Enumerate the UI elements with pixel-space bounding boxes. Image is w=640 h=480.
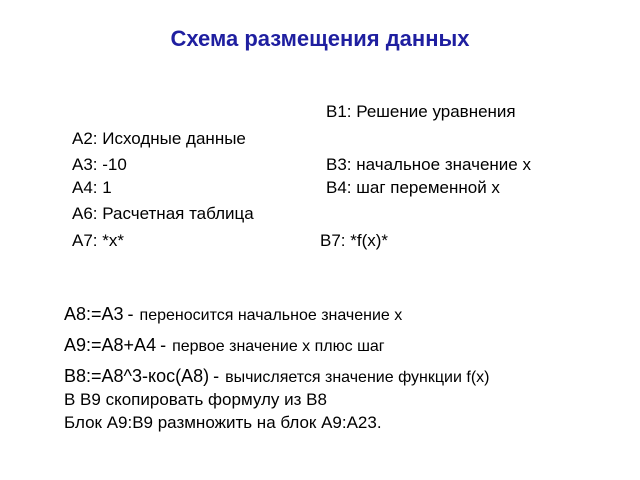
cell-a4-label: A4: 1 [72, 178, 112, 197]
formula-row [64, 334, 385, 358]
cell-b4-label: B4: шаг переменной x [326, 178, 500, 197]
instruction-fill: Блок A9:B9 размножить на блок A9:A23. [64, 413, 382, 432]
formula-dash: - [160, 335, 167, 355]
formula-expr: A8:=A3 [64, 304, 124, 324]
formula-expr: A9:=A8+A4 [64, 335, 157, 355]
formula-desc: вычисляется значение функции f(x) [225, 369, 490, 386]
page-title: Схема размещения данных [170, 26, 470, 51]
formula-row [64, 303, 402, 327]
formula-desc: первое значение x плюс шаг [172, 338, 385, 355]
cell-a3-label: A3: -10 [72, 155, 127, 174]
cell-a7-label: A7: *x* [72, 231, 124, 250]
formula-dash: - [127, 304, 134, 324]
formula-desc: переносится начальное значение x [139, 307, 403, 324]
cell-b1-label: B1: Решение уравнения [326, 102, 516, 121]
formula-row [64, 365, 489, 389]
cell-a6-label: A6: Расчетная таблица [72, 204, 254, 223]
formula-expr: B8:=A8^3-кос(A8) [64, 366, 210, 386]
formula-dash: - [213, 366, 220, 386]
cell-b3-label: B3: начальное значение x [326, 155, 531, 174]
cell-a2-label: A2: Исходные данные [72, 129, 246, 148]
cell-b7-label: B7: *f(x)* [320, 231, 389, 250]
instruction-copy: В B9 скопировать формулу из B8 [64, 390, 327, 409]
